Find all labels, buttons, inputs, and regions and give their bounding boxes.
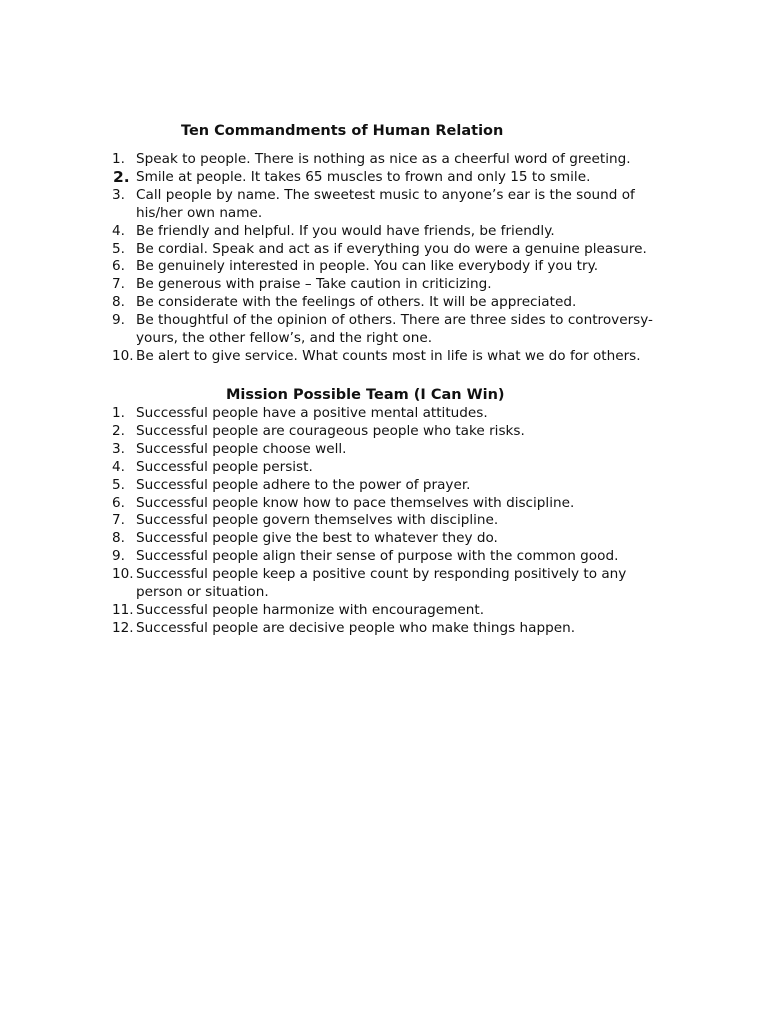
item-number: 6. <box>112 258 125 275</box>
commandments-list <box>108 151 668 366</box>
item-text: Successful people choose well. <box>136 440 347 457</box>
item-text: Successful people give the best to whatever they do. <box>136 530 498 547</box>
item-number: 11. <box>112 601 134 618</box>
item-number: 10. <box>112 347 134 364</box>
list-item <box>108 312 668 348</box>
list-item <box>108 548 668 566</box>
item-text: Be friendly and helpful. If you would have friends, be friendly. <box>136 222 555 239</box>
list-item <box>108 294 668 312</box>
list-item <box>108 169 668 187</box>
list-item <box>108 423 668 441</box>
item-text: Successful people are courageous people who take risks. <box>136 422 525 439</box>
item-number: 3. <box>112 186 125 203</box>
list-item <box>108 530 668 548</box>
list-item <box>108 495 668 513</box>
item-number: 5. <box>112 476 125 493</box>
item-text: Successful people align their sense of purpose with the common good. <box>136 548 619 565</box>
item-number: 8. <box>112 294 125 311</box>
item-text: Speak to people. There is nothing as nice as a cheerful word of greeting. <box>136 151 631 167</box>
list-item <box>108 241 668 259</box>
item-text: Successful people are decisive people who make things happen. <box>136 619 576 636</box>
item-number: 4. <box>112 222 125 239</box>
item-number: 1. <box>112 405 125 421</box>
list-item <box>108 620 668 638</box>
item-text: Call people by name. The sweetest music to anyone’s ear is the sound of <box>136 186 635 203</box>
item-number: 7. <box>112 276 125 293</box>
list-item <box>108 187 668 223</box>
item-text: Successful people have a positive mental attitudes. <box>136 405 488 421</box>
item-text: Successful people know how to pace themselves with discipline. <box>136 494 575 511</box>
item-text: Be genuinely interested in people. You can like everybody if you try. <box>136 258 599 275</box>
item-number: 4. <box>112 458 125 475</box>
item-text: Successful people govern themselves with discipline. <box>136 512 499 529</box>
list-item <box>108 512 668 530</box>
list-item <box>108 348 668 366</box>
item-text: Be cordial. Speak and act as if everything you do were a genuine pleasure. <box>136 240 647 257</box>
item-number: 9. <box>112 312 125 329</box>
item-text: Be alert to give service. What counts most in life is what we do for others. <box>136 347 641 364</box>
item-text: Be generous with praise – Take caution in criticizing. <box>136 276 492 293</box>
item-text: Successful people harmonize with encouragement. <box>136 601 485 618</box>
item-number: 6. <box>112 494 125 511</box>
list-item <box>108 405 668 423</box>
list-item <box>108 441 668 459</box>
section-title: Mission Possible Team (I Can Win) <box>226 387 505 403</box>
item-text: Successful people adhere to the power of prayer. <box>136 476 471 493</box>
item-text: Be considerate with the feelings of others. It will be appreciated. <box>136 294 577 311</box>
list-item <box>108 223 668 241</box>
list-item <box>108 459 668 477</box>
item-text: his/her own name. <box>136 204 263 221</box>
item-text: Successful people keep a positive count by responding positively to any <box>136 566 627 583</box>
item-number: 7. <box>112 512 125 529</box>
item-text: Be thoughtful of the opinion of others. There are three sides to controversy- <box>136 312 653 329</box>
item-number: 2. <box>112 422 125 439</box>
item-number: 12. <box>112 619 134 636</box>
item-number: 9. <box>112 548 125 565</box>
list-item <box>108 258 668 276</box>
item-number: 10. <box>112 566 134 583</box>
list-item <box>108 151 668 169</box>
item-number: 5. <box>112 240 125 257</box>
list-item <box>108 276 668 294</box>
list-item <box>108 477 668 495</box>
item-text: Smile at people. It takes 65 muscles to frown and only 15 to smile. <box>136 168 591 185</box>
list-item <box>108 566 668 602</box>
item-number: 1. <box>112 151 125 167</box>
item-text: Successful people persist. <box>136 458 313 475</box>
item-text: person or situation. <box>136 584 269 601</box>
item-text: yours, the other fellow’s, and the right one. <box>136 330 433 347</box>
list-item <box>108 602 668 620</box>
item-number: 8. <box>112 530 125 547</box>
item-number: 2. <box>113 167 130 186</box>
item-number: 3. <box>112 440 125 457</box>
success-traits-list <box>108 405 668 638</box>
section-title: Ten Commandments of Human Relation <box>181 123 504 139</box>
